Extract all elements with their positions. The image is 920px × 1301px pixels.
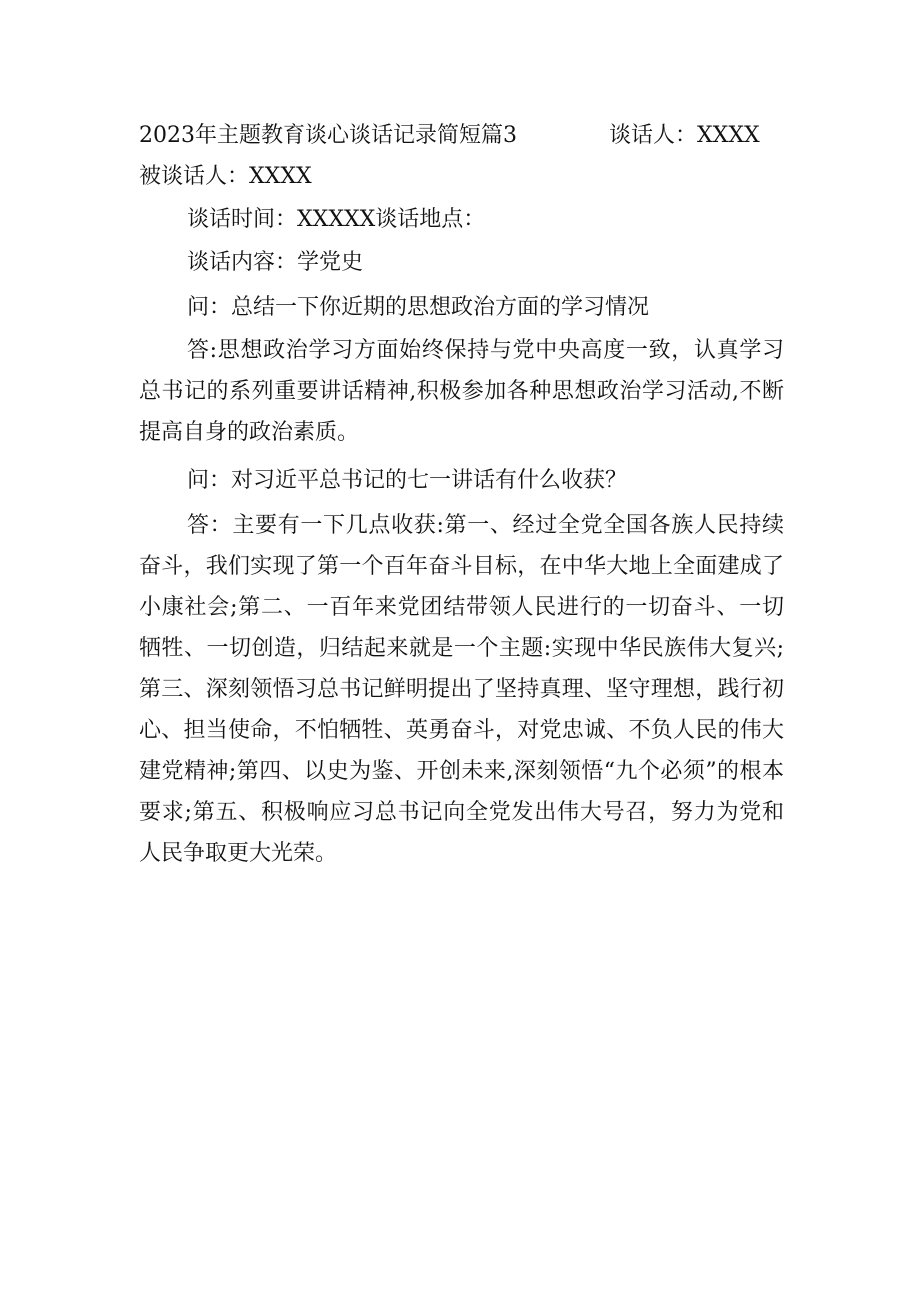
content-field: 谈话内容：学党史 xyxy=(187,250,364,275)
question-2: 问：对习近平总书记的七一讲话有什么收获？ xyxy=(187,468,628,493)
title-row xyxy=(139,115,779,156)
interviewee-field: 被谈话人：XXXX xyxy=(139,164,312,189)
time-place-field: 谈话时间：XXXXX谈话地点： xyxy=(187,207,486,232)
answer-1: 答:思想政治学习方面始终保持与党中央高度一致，认真学习总书记的系列重要讲话精神,积极参加各种思想政治学习活动,不断提高自身的政治素质。 xyxy=(139,338,784,445)
question-1: 问：总结一下你近期的思想政治方面的学习情况 xyxy=(187,295,650,320)
document-title: 2023年主题教育谈心谈话记录简短篇3 xyxy=(139,123,517,148)
talker-field: 谈话人：XXXX xyxy=(609,123,760,148)
answer-2: 答：主要有一下几点收获:第一、经过全党全国各族人民持续奋斗，我们实现了第一个百年奋斗目标，在中华大地上全面建成了小康社会;第二、一百年来党团结带领人民进行的一切奋斗、一切牺牲、一切创造，归结起来就是一个主题:实现中华民族伟大复兴;第三、深刻领悟习总书记鲜明提出了坚持真理、坚守理想，践行初心、担当使命，不怕牺牲、英勇奋斗，对党忠诚、不负人民的伟大建党精神;第四、以史为鉴、开创未来,深刻领悟“九个必须”的根本要求;第五、积极响应习总书记向全党发出伟大号召，努力为党和人民争取更大光荣。 xyxy=(139,513,784,866)
